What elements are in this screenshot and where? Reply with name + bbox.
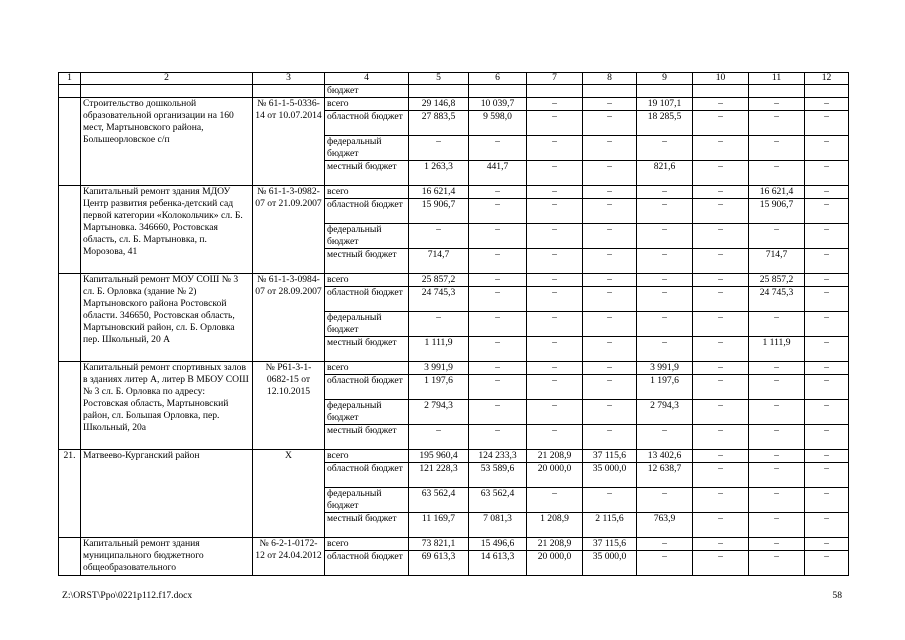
budget-kind: местный бюджет xyxy=(325,249,409,274)
document-number: № 6-2-1-0172-12 от 24.04.2012 xyxy=(253,538,325,576)
budget-kind: федеральный бюджет xyxy=(325,136,409,161)
amount-cell: – xyxy=(693,249,749,274)
amount-cell: – xyxy=(527,362,583,375)
amount-cell: – xyxy=(527,312,583,337)
amount-cell: – xyxy=(637,186,693,199)
amount-cell: – xyxy=(469,337,527,362)
amount-cell: – xyxy=(637,199,693,224)
budget-kind: местный бюджет xyxy=(325,337,409,362)
amount-cell: – xyxy=(749,161,805,186)
column-number-4: 4 xyxy=(325,73,409,85)
amount-cell: 195 960,4 xyxy=(409,450,469,463)
column-number-3: 3 xyxy=(253,73,325,85)
amount-cell: – xyxy=(583,98,637,111)
amount-cell: – xyxy=(749,111,805,136)
amount-cell: 15 906,7 xyxy=(409,199,469,224)
amount-cell: 1 208,9 xyxy=(527,513,583,538)
amount-cell: 3 991,9 xyxy=(409,362,469,375)
amount-cell: – xyxy=(693,375,749,400)
carry-over-kind: бюджет xyxy=(325,85,409,98)
budget-kind: федеральный бюджет xyxy=(325,312,409,337)
amount-cell: – xyxy=(583,488,637,513)
amount-cell: – xyxy=(693,488,749,513)
amount-cell: 124 233,3 xyxy=(469,450,527,463)
object-name: Капитальный ремонт МОУ СОШ № 3 сл. Б. Орловка (здание № 2) Мартыновского района Ростовской области. 346650, Ростовская область, Мартыновский район, сл. Б. Орловка пер. Школьный, 20 А xyxy=(81,274,253,362)
amount-cell: 1 111,9 xyxy=(749,337,805,362)
amount-cell: – xyxy=(469,312,527,337)
amount-cell: 714,7 xyxy=(749,249,805,274)
amount-cell: 63 562,4 xyxy=(469,488,527,513)
amount-cell: – xyxy=(469,400,527,425)
amount-cell: – xyxy=(749,98,805,111)
amount-cell: – xyxy=(693,312,749,337)
amount-cell: – xyxy=(805,400,849,425)
amount-cell: 29 146,8 xyxy=(409,98,469,111)
amount-cell: 21 208,9 xyxy=(527,538,583,551)
amount-cell: – xyxy=(583,362,637,375)
amount-cell: – xyxy=(527,274,583,287)
amount-cell: – xyxy=(749,538,805,551)
amount-cell: 19 107,1 xyxy=(637,98,693,111)
budget-row xyxy=(59,538,849,551)
column-number-12: 12 xyxy=(805,73,849,85)
document-number: № Р61-3-1-0682-15 от 12.10.2015 xyxy=(253,362,325,450)
amount-cell: – xyxy=(527,425,583,450)
amount-cell: – xyxy=(527,136,583,161)
amount-cell: – xyxy=(469,224,527,249)
amount-cell: 9 598,0 xyxy=(469,111,527,136)
amount-cell: – xyxy=(693,425,749,450)
budget-kind: всего xyxy=(325,98,409,111)
carry-over-cell xyxy=(469,85,527,98)
amount-cell: – xyxy=(693,538,749,551)
amount-cell: – xyxy=(805,551,849,576)
amount-cell: – xyxy=(637,337,693,362)
column-number-1: 1 xyxy=(59,73,81,85)
budget-kind: областной бюджет xyxy=(325,111,409,136)
amount-cell: 763,9 xyxy=(637,513,693,538)
amount-cell: – xyxy=(583,425,637,450)
amount-cell: – xyxy=(805,136,849,161)
carry-over-cell xyxy=(527,85,583,98)
document-number: Х xyxy=(253,450,325,538)
amount-cell: – xyxy=(693,98,749,111)
amount-cell: 37 115,6 xyxy=(583,538,637,551)
amount-cell: 1 197,6 xyxy=(637,375,693,400)
amount-cell: 13 402,6 xyxy=(637,450,693,463)
carry-over-cell xyxy=(409,85,469,98)
amount-cell: – xyxy=(805,224,849,249)
amount-cell: – xyxy=(805,450,849,463)
amount-cell: – xyxy=(469,136,527,161)
budget-kind: областной бюджет xyxy=(325,287,409,312)
amount-cell: – xyxy=(693,287,749,312)
amount-cell: – xyxy=(469,186,527,199)
column-number-header-row xyxy=(59,73,849,85)
amount-cell: – xyxy=(749,400,805,425)
column-number-6: 6 xyxy=(469,73,527,85)
budget-row xyxy=(59,98,849,111)
amount-cell: – xyxy=(469,249,527,274)
amount-cell: 821,6 xyxy=(637,161,693,186)
budget-kind: всего xyxy=(325,538,409,551)
amount-cell: 25 857,2 xyxy=(749,274,805,287)
amount-cell: 16 621,4 xyxy=(409,186,469,199)
amount-cell: – xyxy=(583,136,637,161)
budget-kind: областной бюджет xyxy=(325,463,409,488)
amount-cell: – xyxy=(749,224,805,249)
amount-cell: – xyxy=(637,488,693,513)
amount-cell: – xyxy=(693,161,749,186)
amount-cell: – xyxy=(469,274,527,287)
amount-cell: – xyxy=(583,224,637,249)
item-number xyxy=(59,186,81,274)
amount-cell: – xyxy=(637,312,693,337)
amount-cell: – xyxy=(749,450,805,463)
amount-cell: – xyxy=(527,488,583,513)
amount-cell: 11 169,7 xyxy=(409,513,469,538)
amount-cell: – xyxy=(805,161,849,186)
budget-kind: местный бюджет xyxy=(325,513,409,538)
amount-cell: – xyxy=(693,274,749,287)
amount-cell: – xyxy=(749,513,805,538)
carry-over-cell xyxy=(583,85,637,98)
budget-table xyxy=(58,72,849,576)
amount-cell: – xyxy=(637,538,693,551)
amount-cell: – xyxy=(527,400,583,425)
amount-cell: – xyxy=(583,375,637,400)
column-number-11: 11 xyxy=(749,73,805,85)
amount-cell: 1 111,9 xyxy=(409,337,469,362)
amount-cell: – xyxy=(527,186,583,199)
carry-over-cell xyxy=(805,85,849,98)
amount-cell: 15 496,6 xyxy=(469,538,527,551)
amount-cell: 12 638,7 xyxy=(637,463,693,488)
amount-cell: – xyxy=(637,425,693,450)
amount-cell: 20 000,0 xyxy=(527,463,583,488)
amount-cell: – xyxy=(583,274,637,287)
amount-cell: 27 883,5 xyxy=(409,111,469,136)
amount-cell: – xyxy=(527,224,583,249)
amount-cell: – xyxy=(637,551,693,576)
amount-cell: – xyxy=(583,249,637,274)
amount-cell: – xyxy=(469,362,527,375)
amount-cell: 1 263,3 xyxy=(409,161,469,186)
amount-cell: – xyxy=(583,199,637,224)
carry-over-cell xyxy=(693,85,749,98)
amount-cell: – xyxy=(693,362,749,375)
amount-cell: – xyxy=(693,513,749,538)
amount-cell: 20 000,0 xyxy=(527,551,583,576)
amount-cell: – xyxy=(749,312,805,337)
document-number: № 61-1-5-0336-14 от 10.07.2014 xyxy=(253,98,325,186)
object-name: Строительство дошкольной образовательной организации на 160 мест, Мартыновского района, Большеорловское с/п xyxy=(81,98,253,186)
amount-cell: 2 794,3 xyxy=(409,400,469,425)
document-number: № 61-1-3-0984-07 от 28.09.2007 xyxy=(253,274,325,362)
amount-cell: 53 589,6 xyxy=(469,463,527,488)
amount-cell: – xyxy=(583,312,637,337)
amount-cell: – xyxy=(527,249,583,274)
amount-cell: – xyxy=(749,136,805,161)
amount-cell: – xyxy=(527,287,583,312)
amount-cell: 15 906,7 xyxy=(749,199,805,224)
amount-cell: – xyxy=(527,337,583,362)
amount-cell: – xyxy=(805,186,849,199)
budget-kind: федеральный бюджет xyxy=(325,400,409,425)
carry-over-cell xyxy=(637,85,693,98)
item-number xyxy=(59,362,81,450)
amount-cell: 73 821,1 xyxy=(409,538,469,551)
carry-over-cell xyxy=(749,85,805,98)
amount-cell: 14 613,3 xyxy=(469,551,527,576)
object-name: Матвеево-Курганский район xyxy=(81,450,253,538)
amount-cell: – xyxy=(693,136,749,161)
budget-kind: местный бюджет xyxy=(325,425,409,450)
amount-cell: – xyxy=(527,111,583,136)
amount-cell: – xyxy=(805,425,849,450)
carry-over-cell xyxy=(253,85,325,98)
item-number xyxy=(59,274,81,362)
amount-cell: – xyxy=(583,337,637,362)
amount-cell: – xyxy=(637,136,693,161)
amount-cell: – xyxy=(805,312,849,337)
amount-cell: – xyxy=(583,287,637,312)
amount-cell: – xyxy=(527,98,583,111)
amount-cell: 35 000,0 xyxy=(583,463,637,488)
object-name: Капитальный ремонт спортивных залов в зданиях литер А, литер В МБОУ СОШ № 3 сл. Б. Орловка по адресу: Ростовская область, Мартыновский район, сл. Большая Орловка, пер. Школьный, 20а xyxy=(81,362,253,450)
amount-cell: 3 991,9 xyxy=(637,362,693,375)
amount-cell: – xyxy=(583,111,637,136)
budget-kind: областной бюджет xyxy=(325,551,409,576)
page-number: 58 xyxy=(832,590,842,601)
amount-cell: 10 039,7 xyxy=(469,98,527,111)
amount-cell: – xyxy=(805,98,849,111)
budget-kind: федеральный бюджет xyxy=(325,488,409,513)
budget-kind: всего xyxy=(325,362,409,375)
amount-cell: 121 228,3 xyxy=(409,463,469,488)
amount-cell: – xyxy=(583,161,637,186)
budget-kind: всего xyxy=(325,186,409,199)
budget-row xyxy=(59,362,849,375)
amount-cell: – xyxy=(409,224,469,249)
amount-cell: – xyxy=(583,186,637,199)
amount-cell: – xyxy=(693,224,749,249)
file-path: Z:\ORST\Ppo\0221p112.f17.docx xyxy=(62,590,193,601)
amount-cell: – xyxy=(583,400,637,425)
amount-cell: 69 613,3 xyxy=(409,551,469,576)
amount-cell: – xyxy=(805,199,849,224)
page-footer xyxy=(62,590,842,603)
amount-cell: – xyxy=(805,111,849,136)
amount-cell: – xyxy=(805,287,849,312)
amount-cell: – xyxy=(693,186,749,199)
budget-row xyxy=(59,186,849,199)
amount-cell: – xyxy=(805,375,849,400)
amount-cell: 7 081,3 xyxy=(469,513,527,538)
amount-cell: 2 794,3 xyxy=(637,400,693,425)
amount-cell: – xyxy=(805,362,849,375)
amount-cell: – xyxy=(409,425,469,450)
amount-cell: 441,7 xyxy=(469,161,527,186)
column-number-8: 8 xyxy=(583,73,637,85)
amount-cell: – xyxy=(805,538,849,551)
column-number-9: 9 xyxy=(637,73,693,85)
amount-cell: 63 562,4 xyxy=(409,488,469,513)
amount-cell: 35 000,0 xyxy=(583,551,637,576)
object-name: Капитальный ремонт здания МДОУ Центр развития ребенка-детский сад первой категории «Колокольчик» сл. Б. Мартыновка. 346660, Ростовская область, сл. Б. Мартыновка, п. Морозова, 41 xyxy=(81,186,253,274)
column-number-5: 5 xyxy=(409,73,469,85)
amount-cell: – xyxy=(805,274,849,287)
amount-cell: – xyxy=(469,287,527,312)
carry-over-cell xyxy=(59,85,81,98)
amount-cell: – xyxy=(749,425,805,450)
amount-cell: – xyxy=(637,287,693,312)
amount-cell: – xyxy=(693,450,749,463)
amount-cell: – xyxy=(469,199,527,224)
amount-cell: 24 745,3 xyxy=(749,287,805,312)
amount-cell: – xyxy=(693,463,749,488)
amount-cell: – xyxy=(805,513,849,538)
amount-cell: 16 621,4 xyxy=(749,186,805,199)
amount-cell: 714,7 xyxy=(409,249,469,274)
amount-cell: – xyxy=(805,337,849,362)
amount-cell: – xyxy=(749,463,805,488)
amount-cell: – xyxy=(637,274,693,287)
budget-table-sheet xyxy=(58,72,848,576)
budget-row xyxy=(59,274,849,287)
amount-cell: 1 197,6 xyxy=(409,375,469,400)
column-number-2: 2 xyxy=(81,73,253,85)
budget-kind: всего xyxy=(325,274,409,287)
item-number xyxy=(59,538,81,576)
amount-cell: – xyxy=(469,425,527,450)
amount-cell: – xyxy=(749,375,805,400)
carry-over-row xyxy=(59,85,849,98)
budget-kind: местный бюджет xyxy=(325,161,409,186)
amount-cell: – xyxy=(749,488,805,513)
amount-cell: – xyxy=(469,375,527,400)
amount-cell: – xyxy=(637,249,693,274)
amount-cell: 24 745,3 xyxy=(409,287,469,312)
amount-cell: – xyxy=(693,400,749,425)
object-name: Капитальный ремонт здания муниципального бюджетного общеобразовательного xyxy=(81,538,253,576)
amount-cell: 21 208,9 xyxy=(527,450,583,463)
amount-cell: – xyxy=(805,463,849,488)
budget-kind: всего xyxy=(325,450,409,463)
amount-cell: – xyxy=(693,111,749,136)
amount-cell: 2 115,6 xyxy=(583,513,637,538)
amount-cell: – xyxy=(527,199,583,224)
amount-cell: – xyxy=(409,312,469,337)
item-number xyxy=(59,98,81,186)
amount-cell: – xyxy=(805,488,849,513)
amount-cell: – xyxy=(805,249,849,274)
amount-cell: 25 857,2 xyxy=(409,274,469,287)
budget-kind: областной бюджет xyxy=(325,375,409,400)
column-number-7: 7 xyxy=(527,73,583,85)
amount-cell: – xyxy=(749,551,805,576)
carry-over-cell xyxy=(81,85,253,98)
amount-cell: – xyxy=(749,362,805,375)
amount-cell: – xyxy=(693,199,749,224)
amount-cell: – xyxy=(527,161,583,186)
budget-kind: федеральный бюджет xyxy=(325,224,409,249)
amount-cell: 18 285,5 xyxy=(637,111,693,136)
amount-cell: 37 115,6 xyxy=(583,450,637,463)
item-number: 21. xyxy=(59,450,81,538)
amount-cell: – xyxy=(409,136,469,161)
amount-cell: – xyxy=(637,224,693,249)
document-number: № 61-1-3-0982-07 от 21.09.2007 xyxy=(253,186,325,274)
amount-cell: – xyxy=(693,337,749,362)
amount-cell: – xyxy=(527,375,583,400)
amount-cell: – xyxy=(693,551,749,576)
budget-kind: областной бюджет xyxy=(325,199,409,224)
column-number-10: 10 xyxy=(693,73,749,85)
budget-row xyxy=(59,450,849,463)
